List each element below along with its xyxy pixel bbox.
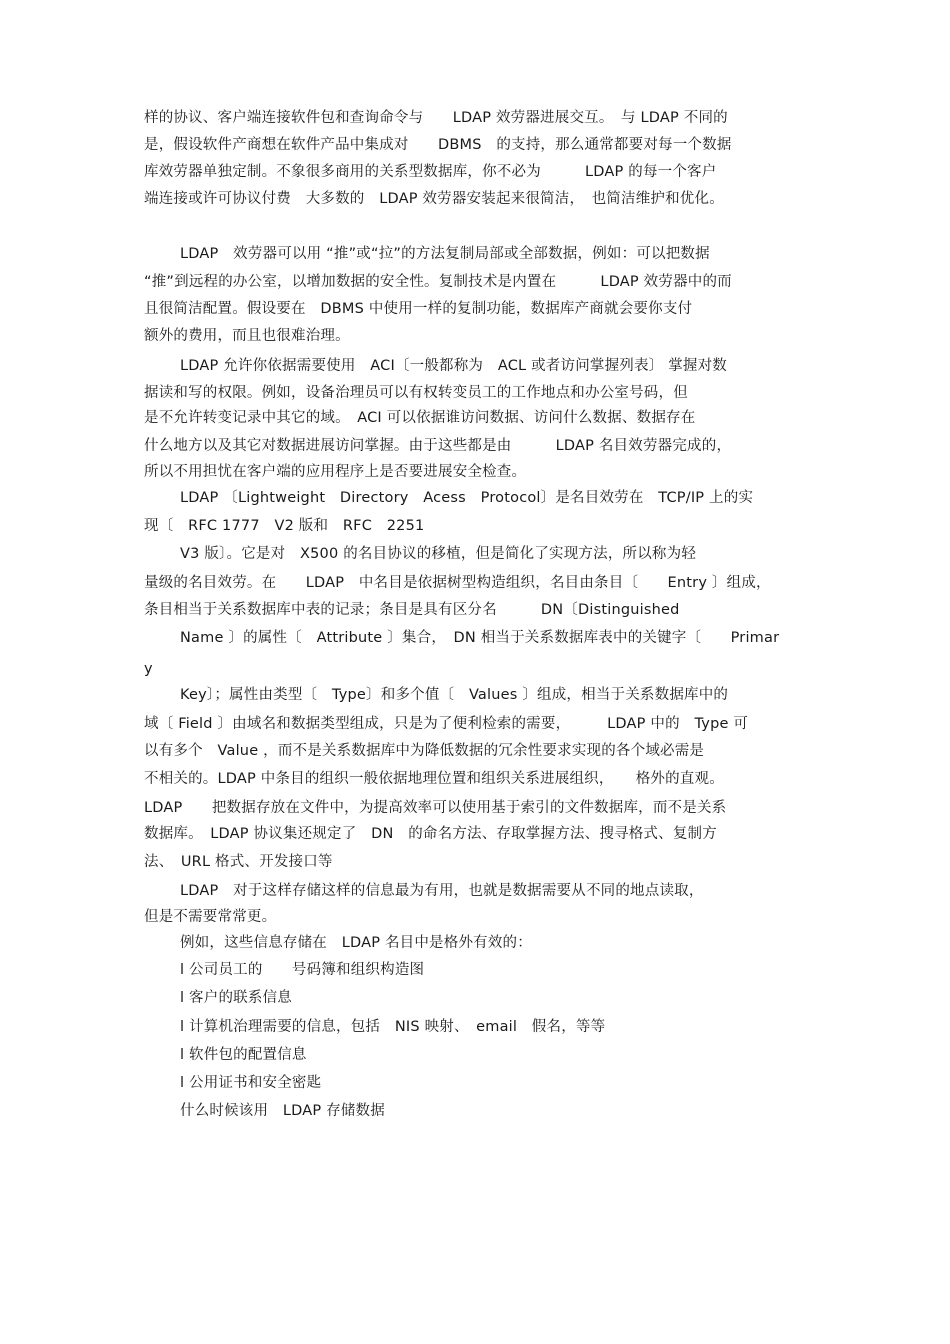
text-line: 例如，这些信息存储在 LDAP 名目中是格外有效的： [180, 935, 532, 951]
text-line: V3 版〕。它是对 X500 的名目协议的移植，但是简化了实现方法，所以称为轻 [180, 546, 697, 562]
text-line: 是不允许转变记录中其它的域。 ACI 可以依据谁访问数据、访问什么数据、数据存在 [144, 410, 696, 426]
text-line: 什么时候该用 LDAP 存储数据 [180, 1103, 385, 1119]
text-line: LDAP 允许你依据需要使用 ACI〔一般都称为 ACL 或者访问掌握列表〕 掌握对数 [180, 358, 728, 374]
text-line: 什么地方以及其它对数据进展访问掌握。由于这些都是由 LDAP 名目效劳器完成的， [144, 438, 732, 454]
text-line: 现〔 RFC 1777 V2 版和 RFC 2251 [144, 518, 425, 534]
text-line: 是，假设软件产商想在软件产品中集成对 DBMS 的支持，那么通常都要对每一个数据 [144, 137, 732, 153]
text-line: 域〔 Field 〕由域名和数据类型组成，只是为了便利检索的需要， LDAP 中的 Type 可 [144, 716, 749, 732]
list-item: l 软件包的配置信息 [180, 1047, 307, 1063]
text-line: 数据库。 LDAP 协议集还规定了 DN 的命名方法、存取掌握方法、搜寻格式、复制方 [144, 826, 717, 842]
text-line: 端连接或许可协议付费 大多数的 LDAP 效劳器安装起来很简洁， 也简洁维护和优化。 [144, 191, 724, 207]
text-line: 且很简洁配置。假设要在 DBMS 中使用一样的复制功能，数据库产商就会要你支付 [144, 301, 693, 317]
text-line: 但是不需要常常更。 [144, 909, 277, 925]
text-line: 法、 URL 格式、开发接口等 [144, 854, 333, 870]
text-line: Key〕；属性由类型〔 Type〕和多个值〔 Values 〕组成，相当于关系数据库中的 [180, 687, 729, 703]
text-line: 据读和写的权限。例如，设备治理员可以有权转变员工的工作地点和办公室号码，但 [144, 385, 688, 401]
list-item: l 公用证书和安全密匙 [180, 1075, 322, 1091]
text-line: 量级的名目效劳。在 LDAP 中名目是依据树型构造组织，名目由条目〔 Entry 〕组成， [144, 575, 771, 591]
text-line: 所以不用担忧在客户端的应用程序上是否要进展安全检查。 [144, 464, 527, 480]
text-line: 条目相当于关系数据库中表的记录；条目是具有区分名 DN〔Distinguished [144, 602, 680, 618]
text-line: 库效劳器单独定制。不象很多商用的关系型数据库，你不必为 LDAP 的每一个客户 [144, 164, 717, 180]
text-line: 样的协议、客户端连接软件包和查询命令与 LDAP 效劳器进展交互。 与 LDAP 不同的 [144, 110, 728, 126]
text-line: Name 〕的属性〔 Attribute 〕集合， DN 相当于关系数据库表中的关键字〔 Primar [180, 630, 780, 646]
text-line: LDAP 把数据存放在文件中，为提高效率可以使用基于索引的文件数据库，而不是关系 [144, 800, 727, 816]
text-line: 以有多个 Value ，而不是关系数据库中为降低数据的冗余性要求实现的各个域必需是 [144, 743, 705, 759]
text-line: LDAP 对于这样存储这样的信息最为有用，也就是数据需要从不同的地点读取， [180, 883, 704, 899]
text-line: 额外的费用，而且也很难治理。 [144, 328, 350, 344]
text-line: LDAP 效劳器可以用 “推”或“拉”的方法复制局部或全部数据，例如：可以把数据 [180, 246, 710, 262]
list-item: l 公司员工的 号码簿和组织构造图 [180, 962, 425, 978]
list-item: l 计算机治理需要的信息，包括 NIS 映射、 email 假名，等等 [180, 1019, 606, 1035]
list-item: l 客户的联系信息 [180, 990, 292, 1006]
text-line: LDAP 〔Lightweight Directory Acess Protocol〕是名目效劳在 TCP/IP 上的实 [180, 490, 754, 506]
text-line: 不相关的。LDAP 中条目的组织一般依据地理位置和组织关系进展组织， 格外的直观。 [144, 771, 724, 787]
text-line: “推”到远程的办公室，以增加数据的安全性。复制技术是内置在 LDAP 效劳器中的而 [144, 274, 732, 290]
text-line: y [144, 661, 153, 677]
